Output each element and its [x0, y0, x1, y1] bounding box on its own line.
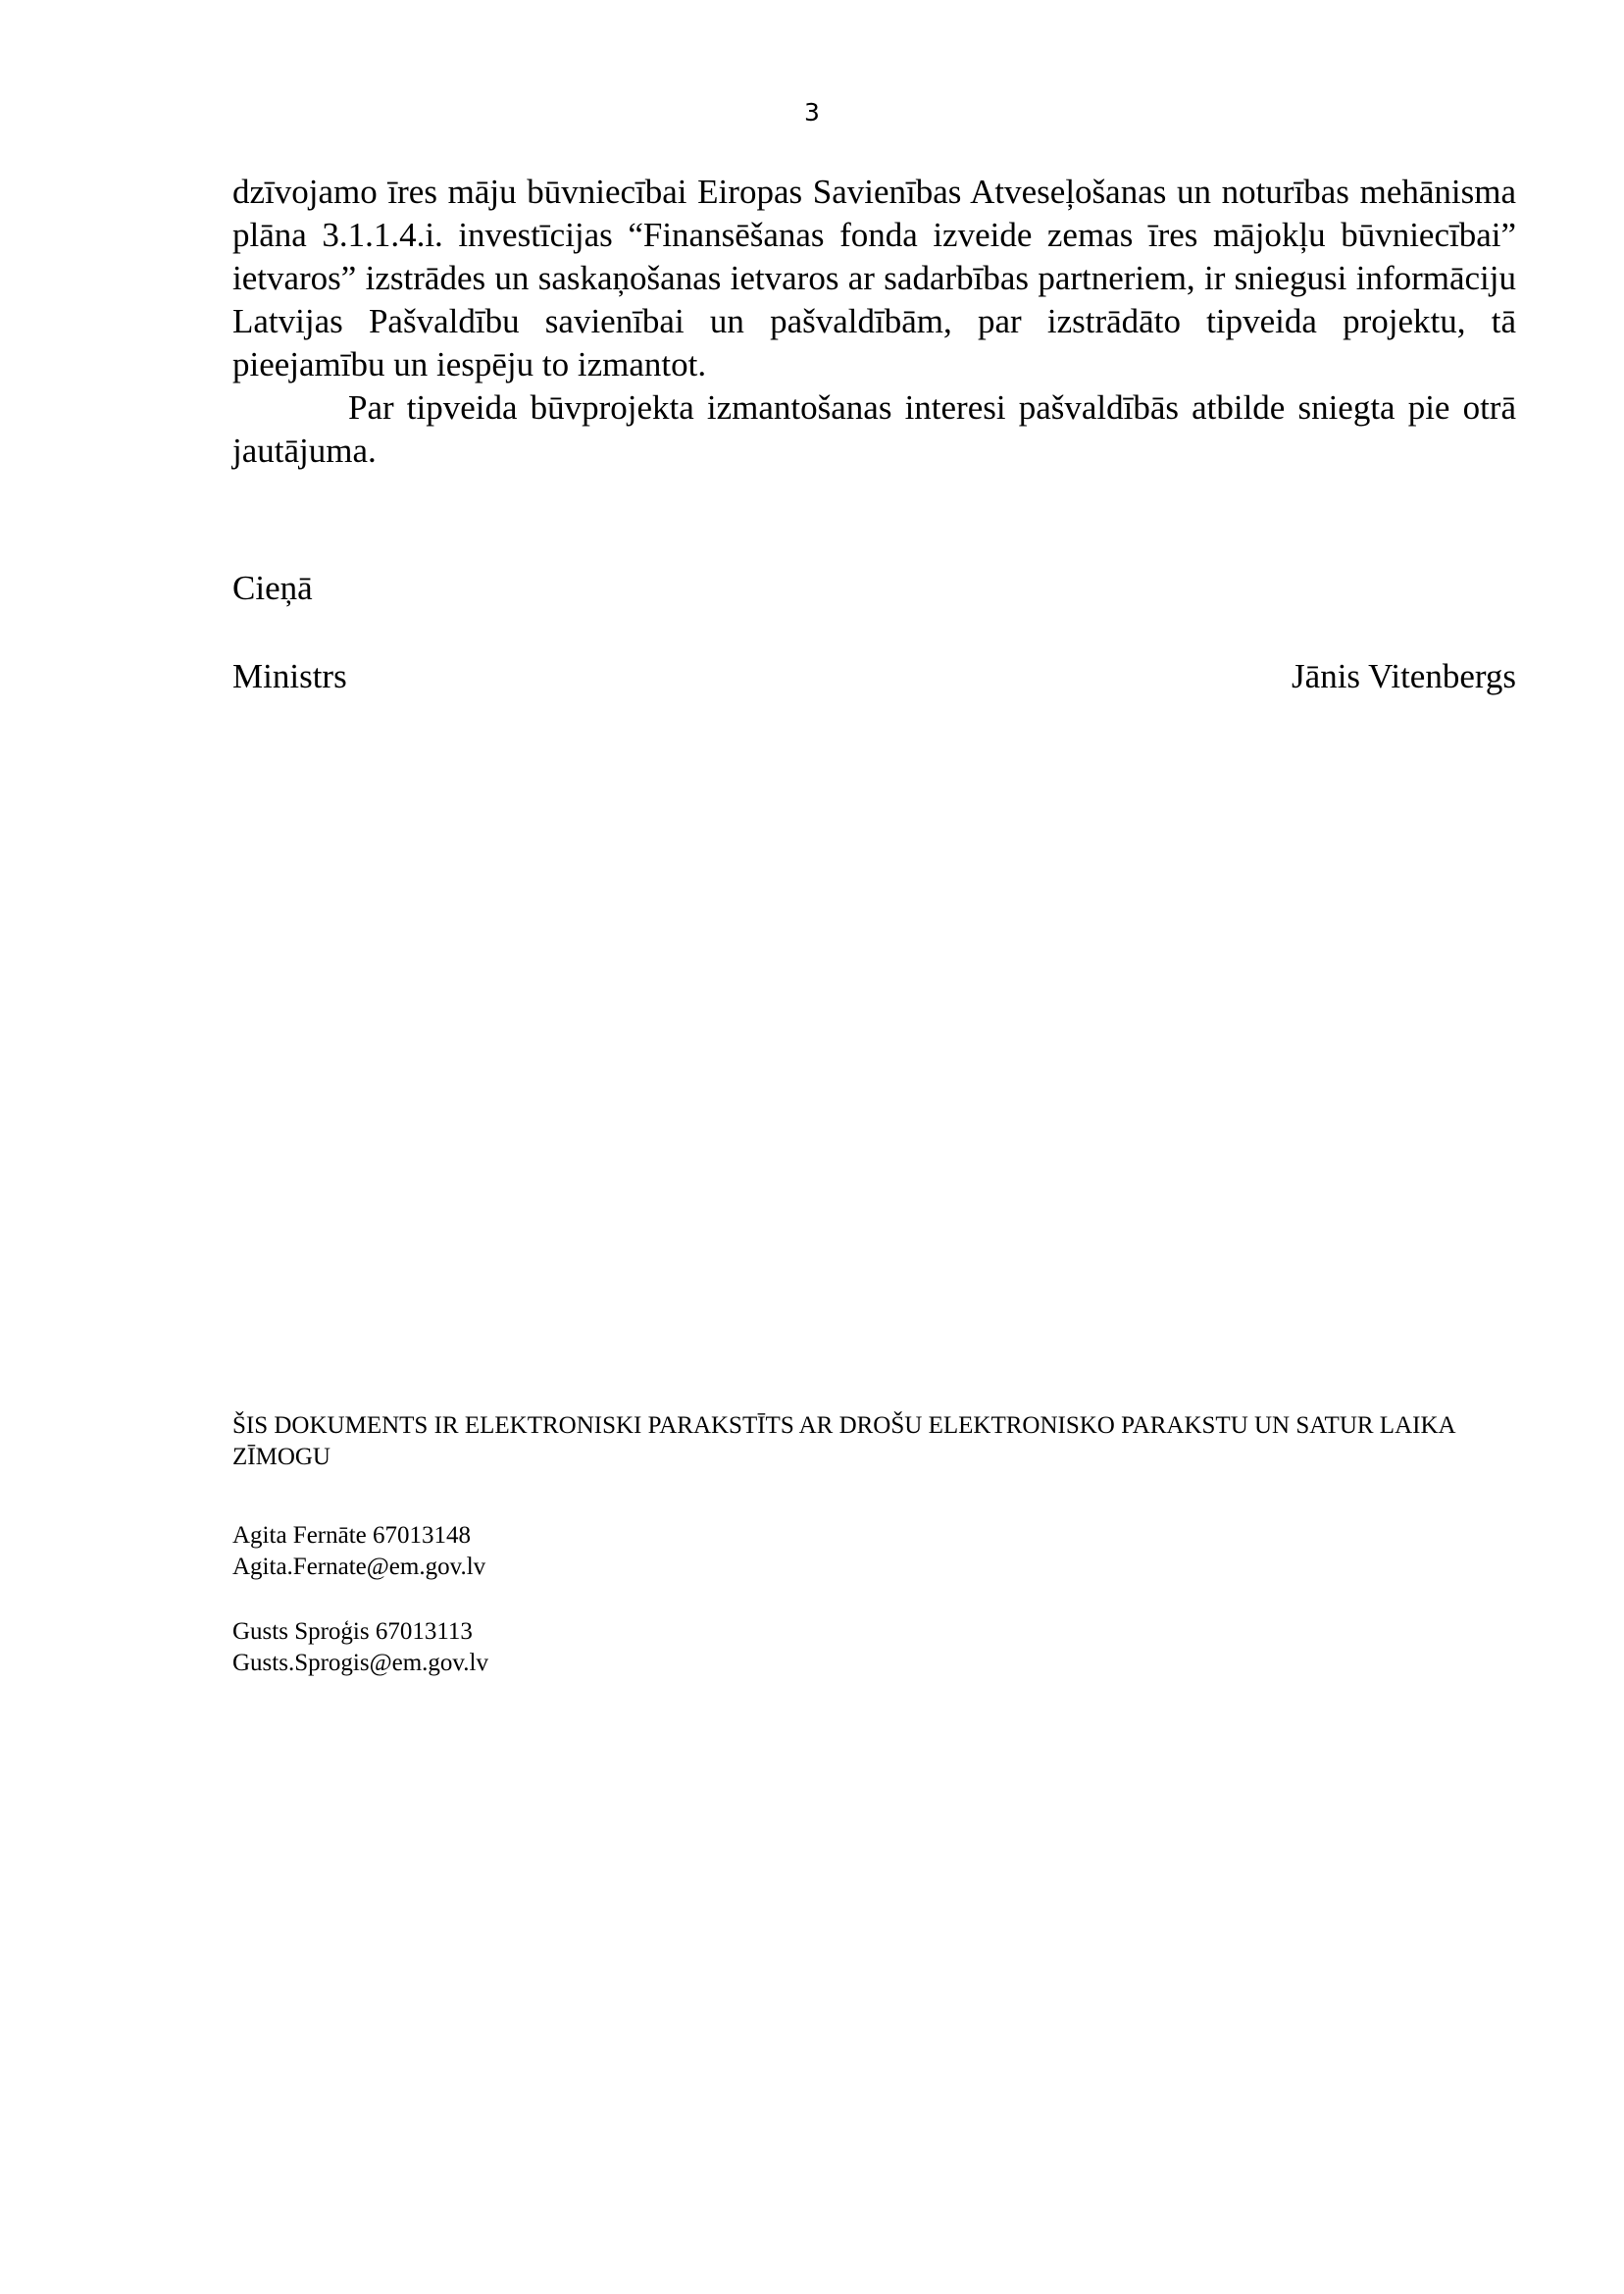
contact-email: Gusts.Sprogis@em.gov.lv — [232, 1650, 488, 1676]
letter-body — [232, 171, 1516, 473]
signatory-name: Jānis Vitenbergs — [1292, 657, 1516, 695]
closing-greeting: Cieņā — [232, 569, 313, 607]
contact-block — [232, 1520, 485, 1583]
contact-name-phone: Agita Fernāte 67013148 — [232, 1522, 472, 1549]
contact-name-phone: Gusts Sproģis 67013113 — [232, 1618, 473, 1645]
body-paragraph: Par tipveida būvprojekta izmantošanas interesi pašvaldībās atbilde sniegta pie otrā jautājuma. — [232, 388, 1516, 470]
page-number: 3 — [804, 98, 820, 127]
electronic-signature-notice: ŠIS DOKUMENTS IR ELEKTRONISKI PARAKSTĪTS AR DROŠU ELEKTRONISKO PARAKSTU UN SATUR LAIKA ZĪMOGU — [232, 1412, 1455, 1470]
signatory-position: Ministrs — [232, 657, 347, 695]
contact-email: Agita.Fernate@em.gov.lv — [232, 1554, 486, 1580]
contact-block — [232, 1616, 488, 1679]
signature-block — [232, 655, 1516, 698]
body-paragraph-continuation: dzīvojamo īres māju būvniecībai Eiropas Savienības Atveseļošanas un noturības mehānisma plāna 3.1.1.4.i. investīcijas “Finansēšanas fonda izveide zemas īres mājokļu būvniecībai” ietvaros” izstrādes un saskaņošanas ietvaros ar sadarbības partneriem, ir sniegusi informāciju Latvijas Pašvaldību savienībai un pašvaldībām, par izstrādāto tipveida projektu, tā pieejamību un iespēju to izmantot. — [232, 173, 1516, 383]
